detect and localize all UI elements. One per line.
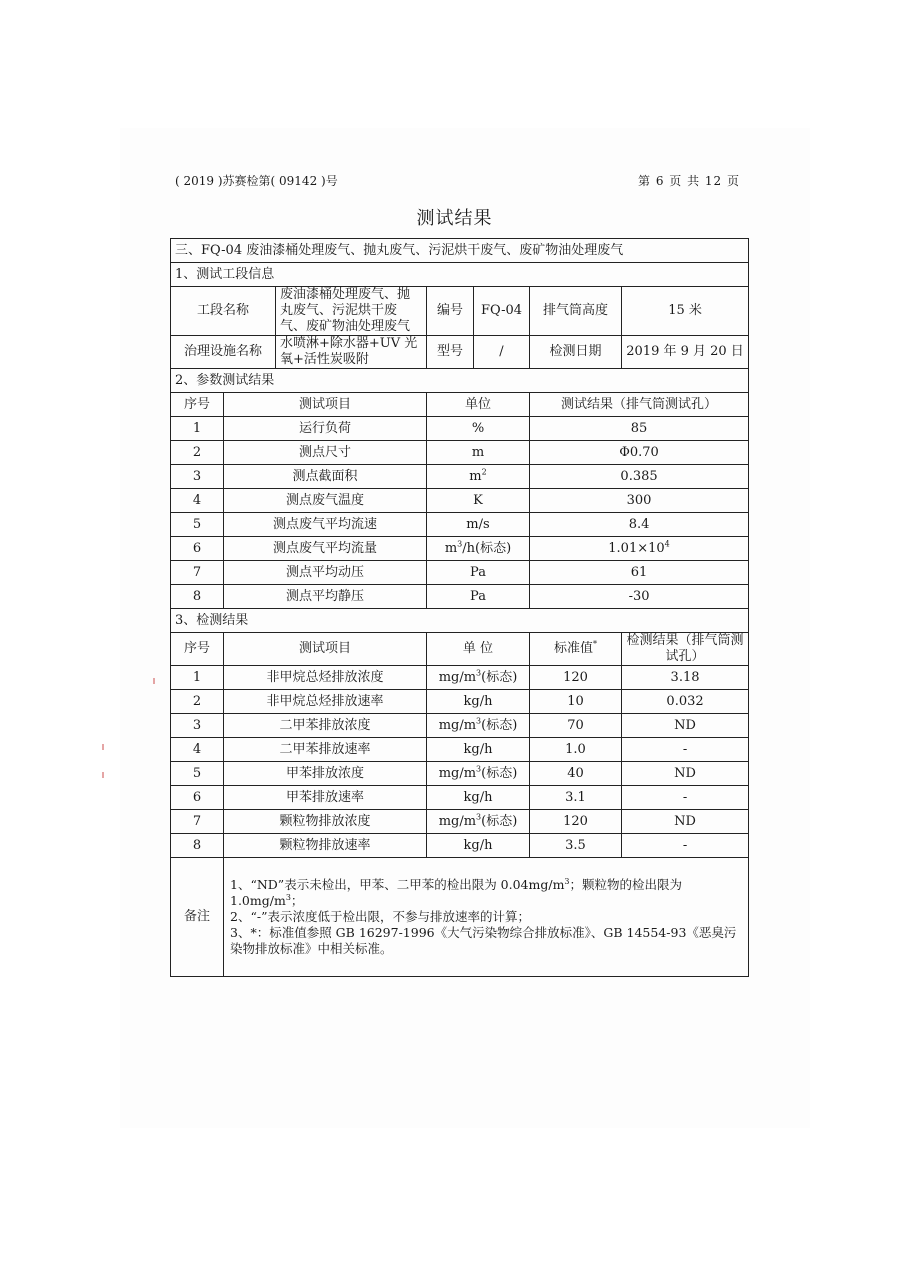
unit-tail: (标态) — [481, 765, 518, 781]
row-number — [171, 738, 224, 762]
results-table — [170, 238, 749, 977]
unit-text: m — [444, 540, 458, 556]
col-header-unit: 单 位 — [427, 633, 530, 666]
result-text: ND — [674, 717, 696, 733]
table-row — [171, 561, 749, 585]
unit — [427, 714, 530, 738]
test-item-text: 甲苯排放浓度 — [285, 765, 364, 781]
remarks-text — [224, 858, 749, 977]
info-row-2 — [171, 336, 749, 369]
result-sup: 4 — [664, 539, 670, 549]
result — [530, 513, 749, 537]
row-number — [171, 714, 224, 738]
row-number-text: 2 — [192, 693, 202, 709]
table-row — [171, 537, 749, 561]
test-item-text: 测点尺寸 — [298, 444, 351, 460]
test-item-text: 测点平均动压 — [285, 564, 364, 580]
remark-1a: 1、“ND”表示未检出，甲苯、二甲苯的检出限为 0.04mg/m — [230, 877, 565, 892]
info-heading: 1、测试工段信息 — [171, 263, 749, 287]
remarks-label: 备注 — [171, 858, 224, 977]
table-row — [171, 714, 749, 738]
unit-text: mg/m — [438, 765, 477, 781]
row-number — [171, 585, 224, 609]
result-text: 61 — [630, 564, 648, 580]
unit-text: mg/m — [438, 717, 477, 733]
remark-1a-sup: 3 — [564, 876, 570, 886]
standard-value — [530, 666, 622, 690]
remark-1b-sup: 3 — [285, 892, 291, 902]
table-row — [171, 666, 749, 690]
test-item-text: 二甲苯排放速率 — [279, 741, 371, 757]
table-row — [171, 465, 749, 489]
date-value: 2019 年 9 月 20 日 — [622, 336, 749, 369]
unit-tail: /h(标态) — [462, 540, 512, 556]
test-item — [224, 417, 427, 441]
test-item-text: 甲苯排放速率 — [285, 789, 364, 805]
test-item-text: 测点废气温度 — [285, 492, 364, 508]
model-label: 型号 — [427, 336, 474, 369]
section-name-value: 废油漆桶处理废气、抛丸废气、污泥烘干废气、废矿物油处理废气 — [276, 287, 427, 336]
standard-value — [530, 714, 622, 738]
table-row — [171, 441, 749, 465]
section-name-label: 工段名称 — [171, 287, 276, 336]
result — [622, 786, 749, 810]
facility-value: 水喷淋+除水器+UV 光氧+活性炭吸附 — [276, 336, 427, 369]
unit-text: m — [469, 468, 482, 484]
unit-sup: 3 — [457, 539, 463, 549]
result — [530, 537, 749, 561]
test-item-text: 非甲烷总烃排放浓度 — [266, 669, 384, 685]
unit — [427, 690, 530, 714]
row-number-text: 7 — [192, 564, 202, 580]
row-number-text: 4 — [192, 741, 202, 757]
test-item — [224, 810, 427, 834]
standard-value-text: 120 — [563, 813, 588, 829]
code-value: FQ-04 — [474, 287, 530, 336]
table-row — [171, 786, 749, 810]
stack-height-label: 排气筒高度 — [530, 287, 622, 336]
result-text: Φ0.70 — [619, 444, 659, 460]
results-body — [171, 666, 749, 858]
params-body — [171, 417, 749, 609]
unit — [427, 810, 530, 834]
row-number — [171, 762, 224, 786]
remark-line-3: 3、*：标准值参照 GB 16297-1996《大气污染物综合排放标准》、GB 14554-93《恶臭污染物排放标准》中相关标准。 — [230, 925, 737, 956]
result-text: -30 — [628, 588, 650, 604]
result — [530, 417, 749, 441]
test-item-text: 二甲苯排放浓度 — [279, 717, 371, 733]
row-number-text: 5 — [192, 516, 202, 532]
row-number — [171, 537, 224, 561]
result — [622, 714, 749, 738]
info-row-1 — [171, 287, 749, 336]
standard-value — [530, 762, 622, 786]
row-number — [171, 810, 224, 834]
row-number — [171, 417, 224, 441]
result — [530, 465, 749, 489]
result — [530, 561, 749, 585]
result-text: ND — [674, 765, 696, 781]
test-item — [224, 714, 427, 738]
table-row — [171, 489, 749, 513]
row-number — [171, 441, 224, 465]
results-header-row — [171, 633, 749, 666]
standard-value — [530, 690, 622, 714]
unit-text: kg/h — [463, 837, 493, 853]
unit-text: m/s — [466, 516, 490, 532]
unit-text: kg/h — [463, 693, 493, 709]
test-item — [224, 441, 427, 465]
test-item-text: 颗粒物排放浓度 — [279, 813, 371, 829]
unit-tail: (标态) — [481, 669, 518, 685]
standard-value-text: 3.1 — [565, 789, 586, 805]
result-text: 3.18 — [670, 669, 700, 685]
test-item-text: 测点废气平均流量 — [272, 540, 377, 556]
params-heading: 2、参数测试结果 — [171, 369, 749, 393]
unit — [427, 417, 530, 441]
params-heading-row — [171, 369, 749, 393]
unit — [427, 441, 530, 465]
test-item — [224, 465, 427, 489]
params-header-row — [171, 393, 749, 417]
table-row — [171, 810, 749, 834]
test-item — [224, 489, 427, 513]
test-item — [224, 666, 427, 690]
col-header-standard — [530, 633, 622, 666]
unit-tail: (标态) — [481, 717, 518, 733]
test-item — [224, 738, 427, 762]
unit-text: kg/h — [463, 741, 493, 757]
unit-text: Pa — [470, 564, 486, 580]
facility-label: 治理设施名称 — [171, 336, 276, 369]
result — [622, 834, 749, 858]
table-row — [171, 585, 749, 609]
standard-value-text: 120 — [563, 669, 588, 685]
unit — [427, 537, 530, 561]
test-item — [224, 690, 427, 714]
info-heading-row — [171, 263, 749, 287]
section-title: 三、FQ-04 废油漆桶处理废气、抛丸废气、污泥烘干废气、废矿物油处理废气 — [171, 239, 749, 263]
section-title-row — [171, 239, 749, 263]
remark-line-2: 2、“-”表示浓度低于检出限，不参与排放速率的计算； — [230, 909, 530, 924]
col-header-result: 测试结果（排气筒测试孔） — [530, 393, 749, 417]
row-number-text: 8 — [192, 588, 202, 604]
standard-value-text: 1.0 — [565, 741, 586, 757]
row-number — [171, 561, 224, 585]
unit-text: % — [471, 420, 485, 436]
test-item — [224, 834, 427, 858]
scan-mark — [102, 772, 104, 778]
result-text: 8.4 — [628, 516, 650, 532]
result-text: 300 — [626, 492, 652, 508]
test-item-text: 测点截面积 — [292, 468, 358, 484]
row-number-text: 2 — [192, 444, 202, 460]
test-item-text: 测点废气平均流速 — [272, 516, 377, 532]
results-heading-row — [171, 609, 749, 633]
col-header-no: 序号 — [171, 633, 224, 666]
row-number — [171, 666, 224, 690]
test-item — [224, 762, 427, 786]
standard-value-text: 3.5 — [565, 837, 586, 853]
col-header-result: 检测结果（排气筒测试孔） — [622, 633, 749, 666]
unit — [427, 834, 530, 858]
col-header-item: 测试项目 — [224, 633, 427, 666]
unit-sup: 3 — [476, 668, 482, 678]
result — [622, 762, 749, 786]
standard-header-text: 标准值 — [553, 641, 593, 656]
result-text: 0.032 — [666, 693, 704, 709]
unit — [427, 561, 530, 585]
code-label: 编号 — [427, 287, 474, 336]
remarks-row — [171, 858, 749, 977]
unit — [427, 786, 530, 810]
remark-1c: ； — [290, 893, 304, 908]
test-item — [224, 513, 427, 537]
results-heading: 3、检测结果 — [171, 609, 749, 633]
report-number: ( 2019 )苏赛检第( 09142 )号 — [175, 174, 338, 188]
unit — [427, 465, 530, 489]
scan-mark — [153, 678, 155, 684]
unit-text: mg/m — [438, 669, 477, 685]
row-number-text: 3 — [192, 468, 202, 484]
result — [530, 585, 749, 609]
row-number — [171, 489, 224, 513]
test-item — [224, 561, 427, 585]
table-row — [171, 834, 749, 858]
unit-text: m — [471, 444, 485, 460]
test-item-text: 颗粒物排放速率 — [279, 837, 371, 853]
row-number — [171, 834, 224, 858]
table-row — [171, 762, 749, 786]
date-label: 检测日期 — [530, 336, 622, 369]
result-text: - — [682, 837, 688, 853]
unit-text: kg/h — [463, 789, 493, 805]
test-item — [224, 537, 427, 561]
page-title: 测试结果 — [416, 208, 493, 229]
test-item — [224, 585, 427, 609]
unit-text: mg/m — [438, 813, 477, 829]
table-row — [171, 690, 749, 714]
model-value: / — [474, 336, 530, 369]
stack-height-value: 15 米 — [622, 287, 749, 336]
unit-sup: 2 — [481, 467, 487, 477]
row-number — [171, 786, 224, 810]
standard-value-text: 40 — [567, 765, 584, 781]
row-number — [171, 690, 224, 714]
standard-value-text: 70 — [567, 717, 584, 733]
standard-value-text: 10 — [567, 693, 584, 709]
result-text: 1.01×10 — [608, 540, 665, 556]
result — [622, 666, 749, 690]
test-item-text: 测点平均静压 — [285, 588, 364, 604]
result — [530, 489, 749, 513]
result — [622, 738, 749, 762]
standard-footnote-mark: * — [593, 639, 597, 649]
table-row — [171, 417, 749, 441]
unit — [427, 489, 530, 513]
scan-mark — [102, 744, 104, 750]
row-number-text: 6 — [192, 789, 202, 805]
unit — [427, 666, 530, 690]
unit-sup: 3 — [476, 764, 482, 774]
row-number-text: 8 — [192, 837, 202, 853]
row-number-text: 4 — [192, 492, 202, 508]
row-number-text: 1 — [192, 420, 202, 436]
standard-value — [530, 786, 622, 810]
result — [622, 690, 749, 714]
row-number — [171, 513, 224, 537]
col-header-unit: 单位 — [427, 393, 530, 417]
unit-tail: (标态) — [481, 813, 518, 829]
row-number-text: 3 — [192, 717, 202, 733]
unit-sup: 3 — [476, 812, 482, 822]
unit — [427, 585, 530, 609]
remark-1b: ；颗粒物的检出限为 1.0mg/m — [230, 877, 683, 908]
row-number-text: 7 — [192, 813, 202, 829]
result-text: - — [682, 789, 688, 805]
unit-text: Pa — [470, 588, 486, 604]
result-text: 85 — [630, 420, 648, 436]
standard-value — [530, 810, 622, 834]
result-text: - — [682, 741, 688, 757]
table-row — [171, 738, 749, 762]
unit — [427, 762, 530, 786]
unit — [427, 513, 530, 537]
result-text: 0.385 — [620, 468, 658, 484]
col-header-item: 测试项目 — [224, 393, 427, 417]
test-item-text: 非甲烷总烃排放速率 — [266, 693, 384, 709]
col-header-no: 序号 — [171, 393, 224, 417]
result-text: ND — [674, 813, 696, 829]
remark-line-1 — [230, 877, 742, 909]
unit — [427, 738, 530, 762]
row-number — [171, 465, 224, 489]
page-info: 第 6 页 共 12 页 — [638, 174, 740, 188]
result — [622, 810, 749, 834]
standard-value — [530, 738, 622, 762]
unit-text: K — [473, 492, 483, 508]
row-number-text: 5 — [192, 765, 202, 781]
table-row — [171, 513, 749, 537]
test-item-text: 运行负荷 — [298, 420, 351, 436]
unit-sup: 3 — [476, 716, 482, 726]
test-item — [224, 786, 427, 810]
result — [530, 441, 749, 465]
row-number-text: 1 — [192, 669, 202, 685]
row-number-text: 6 — [192, 540, 202, 556]
standard-value — [530, 834, 622, 858]
